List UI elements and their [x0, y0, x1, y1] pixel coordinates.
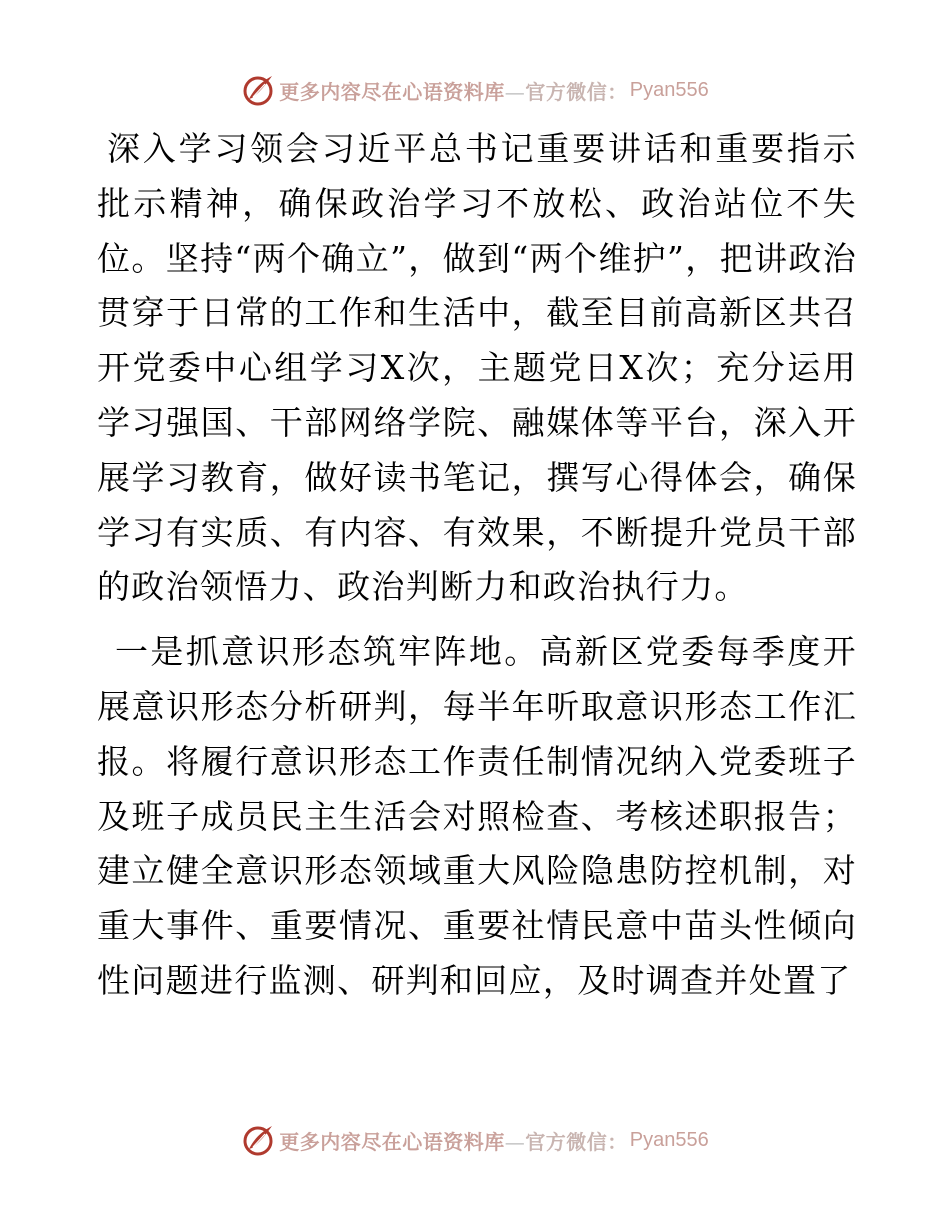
footer-watermark: [0, 1120, 950, 1160]
quill-logo-icon: [241, 73, 275, 107]
paragraph: 深入学习领会习近平总书记重要讲话和重要指示批示精神，确保政治学习不放松、政治站位不失位。坚持“两个确立”，做到“两个维护”，把讲政治贯穿于日常的工作和生活中，截至目前高新区共召开党委中心组学习X次，主题党日X次；充分运用学习强国、干部网络学院、融媒体等平台，深入开展学习教育，做好读书笔记，撰写心得体会，确保学习有实质、有内容、有效果，不断提升党员干部的政治领悟力、政治判断力和政治执行力。: [97, 129, 857, 607]
paragraph: 一是抓意识形态筑牢阵地。高新区党委每季度开展意识形态分析研判，每半年听取意识形态工作汇报。将履行意识形态工作责任制情况纳入党委班子及班子成员民主生活会对照检查、考核述职报告；建立健全意识形态领域重大风险隐患防控机制，对重大事件、重要情况、重要社情民意中苗头性倾向性问题进行监测、研判和回应，及时调查并处置了: [97, 632, 857, 1000]
header-watermark: [0, 70, 950, 110]
watermark-text: 更多内容尽在心语资料库—官方微信：: [279, 1129, 628, 1154]
document-body: [97, 122, 857, 1009]
watermark-id: Pyan556: [629, 1128, 709, 1151]
quill-logo-icon: [241, 1123, 275, 1157]
watermark-text: 更多内容尽在心语资料库—官方微信：: [279, 79, 628, 104]
watermark-id: Pyan556: [629, 78, 709, 101]
